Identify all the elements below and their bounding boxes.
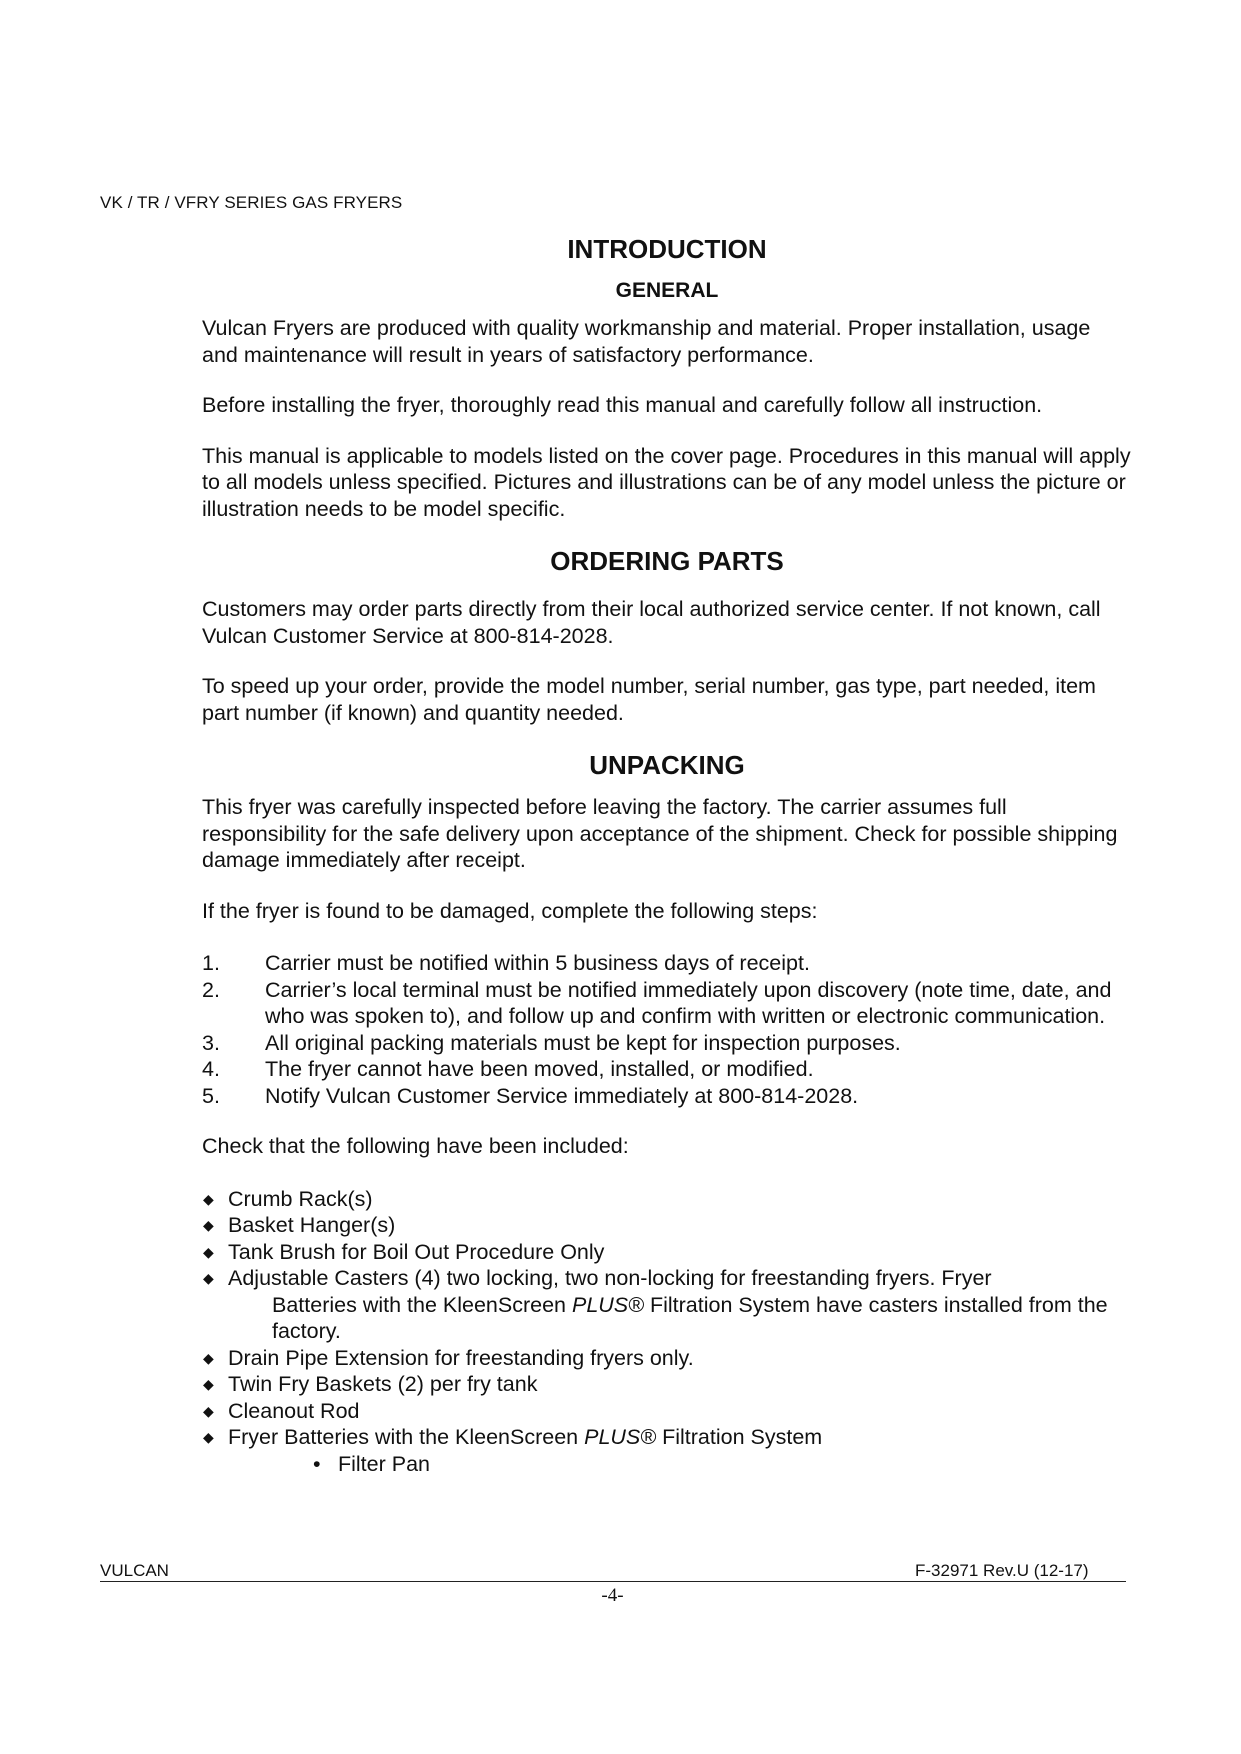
- step-number: 1.: [202, 951, 220, 975]
- checklist-item-continuation: [228, 1292, 1132, 1345]
- list-item: [202, 1345, 1132, 1372]
- step-text: The fryer cannot have been moved, installed, or modified.: [265, 1057, 814, 1081]
- included-items-checklist: [202, 1186, 1132, 1478]
- ordering-paragraph-2: To speed up your order, provide the model number, serial number, gas type, part needed, item part number (if known) and quantity needed.: [202, 674, 1096, 725]
- list-item: [202, 1056, 1132, 1083]
- list-item: [202, 1030, 1132, 1057]
- diamond-bullet-icon: ◆: [203, 1190, 214, 1207]
- step-number: 3.: [202, 1030, 220, 1055]
- step-number: 2.: [202, 977, 220, 1002]
- running-header: VK / TR / VFRY SERIES GAS FRYERS: [100, 193, 403, 212]
- casters-note-text-end: Filtration System have casters installed from the factory.: [272, 1292, 1108, 1343]
- checklist-intro: Check that the following have been included:: [202, 1134, 629, 1158]
- ordering-paragraph-1: Customers may order parts directly from their local authorized service center. If not known, call Vulcan Customer Service at 800-814-2028.: [202, 597, 1101, 648]
- step-text: Carrier must be notified within 5 business days of receipt.: [265, 951, 810, 975]
- ordering-parts-title: ORDERING PARTS: [550, 546, 784, 576]
- unpacking-intro: This fryer was carefully inspected before leaving the factory. The carrier assumes full responsibility for the safe delivery upon acceptance of the shipment. Check for possible shipping damage immediately after receipt.: [202, 795, 1118, 872]
- introduction-title: INTRODUCTION: [567, 234, 767, 264]
- intro-paragraph-1: Vulcan Fryers are produced with quality workmanship and material. Proper installation, usage and maintenance will result in years of satisfactory performance.: [202, 316, 1091, 367]
- checklist-item-text: Drain Pipe Extension for freestanding fryers only.: [228, 1345, 694, 1370]
- diamond-bullet-icon: ◆: [203, 1270, 214, 1286]
- sub-item-text: Filter Pan: [338, 1451, 431, 1476]
- round-bullet-icon: •: [313, 1451, 321, 1476]
- footer-document-id: F-32971 Rev.U (12-17): [915, 1561, 1089, 1580]
- checklist-item-text: Adjustable Casters (4) two locking, two non-locking for freestanding fryers. Fryer: [228, 1266, 992, 1290]
- diamond-bullet-icon: ◆: [203, 1376, 214, 1392]
- manual-content: [202, 232, 1132, 1477]
- checklist-item-text: Basket Hanger(s): [228, 1213, 396, 1237]
- diamond-bullet-icon: ◆: [203, 1402, 214, 1419]
- step-number: 4.: [202, 1057, 220, 1081]
- page-number: -4-: [601, 1585, 624, 1606]
- list-item: [202, 1186, 1132, 1213]
- unpacking-title: UNPACKING: [589, 750, 745, 780]
- checklist-item-text-end: Filtration System: [656, 1425, 823, 1449]
- checklist-item-text: Cleanout Rod: [228, 1398, 360, 1423]
- checklist-item-text: Fryer Batteries with the KleenScreen: [228, 1425, 585, 1449]
- step-text: Carrier’s local terminal must be notified immediately upon discovery (note time, date, and who was spoken to), and follow up and confirm with written or electronic communication.: [265, 977, 1112, 1028]
- plus-trademark: PLUS®: [571, 1292, 644, 1317]
- list-item: [202, 1239, 1132, 1266]
- diamond-bullet-icon: ◆: [203, 1349, 214, 1366]
- footer-divider: [100, 1581, 1126, 1582]
- checklist-item-text: Crumb Rack(s): [228, 1186, 373, 1211]
- general-subtitle: GENERAL: [615, 279, 719, 302]
- step-text: All original packing materials must be kept for inspection purposes.: [265, 1030, 901, 1055]
- list-item: [202, 950, 1132, 977]
- step-number: 5.: [202, 1083, 220, 1108]
- footer-brand: VULCAN: [100, 1561, 169, 1580]
- step-text: Notify Vulcan Customer Service immediately at 800-814-2028.: [265, 1083, 859, 1108]
- casters-note-text: Batteries with the KleenScreen: [272, 1292, 572, 1317]
- list-item: [202, 1398, 1132, 1425]
- list-item: [202, 977, 1132, 1030]
- list-item: [202, 1265, 1132, 1345]
- intro-paragraph-3: This manual is applicable to models listed on the cover page. Procedures in this manual will apply to all models unless specified. Pictures and illustrations can be of any model unless the picture or illustration needs to be model specific.: [202, 443, 1131, 521]
- list-item: [202, 1083, 1132, 1110]
- checklist-item-text: Tank Brush for Boil Out Procedure Only: [228, 1239, 605, 1264]
- checklist-item-text: Twin Fry Baskets (2) per fry tank: [228, 1372, 538, 1396]
- damage-steps-list: [202, 950, 1132, 1109]
- diamond-bullet-icon: ◆: [203, 1243, 214, 1260]
- list-item: [228, 1451, 1132, 1478]
- list-item: [202, 1212, 1132, 1239]
- list-item: [202, 1424, 1132, 1477]
- steps-intro: If the fryer is found to be damaged, complete the following steps:: [202, 898, 818, 923]
- intro-paragraph-2: Before installing the fryer, thoroughly read this manual and carefully follow all instruction.: [202, 393, 1043, 417]
- diamond-bullet-icon: ◆: [203, 1429, 214, 1445]
- plus-trademark: PLUS®: [584, 1425, 657, 1449]
- filtration-sublist: [228, 1451, 1132, 1478]
- list-item: [202, 1371, 1132, 1398]
- diamond-bullet-icon: ◆: [203, 1217, 214, 1233]
